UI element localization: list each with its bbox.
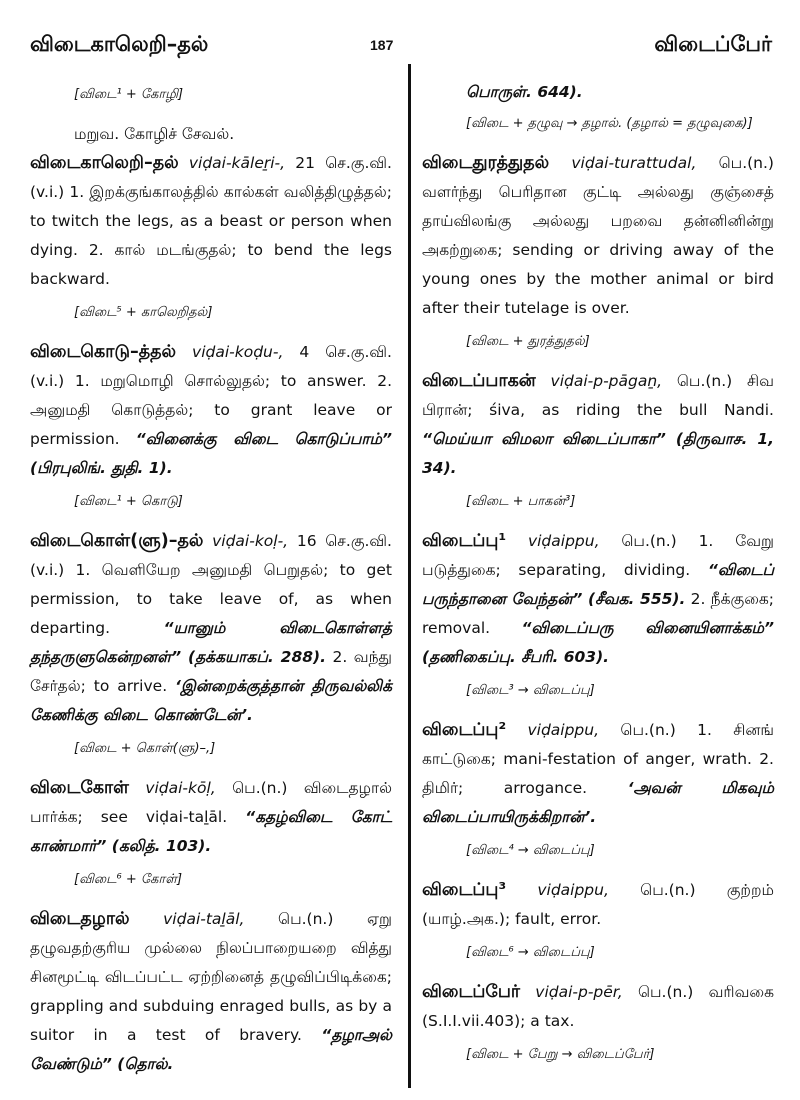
dictionary-entry — [422, 978, 774, 1036]
definition-text: பெ.(n.) 1. சினங் காட்டுகை; mani-festation of anger, wrath. 2. திமிர்; arrogance. — [422, 721, 774, 797]
dictionary-entry — [422, 149, 774, 323]
etymology-note: [விடை⁶ + கோள்] — [74, 872, 183, 887]
citation-quote-2: “விடைப்பரு வினையினாக்கம்” (தணிகைப்பு. சீபரி. 603). — [422, 619, 774, 666]
definition-text: பெ.(n.) சிவ பிரான்; śiva, as riding the bull Nandi. — [422, 372, 774, 419]
etymology-note: [விடை + துரத்துதல்] — [466, 334, 590, 349]
definition-text: 16 செ.கு.வி. (v.i.) 1. வெளியேற அனுமதி பெறுதல்; to get permission, to take leave of, as when departing. — [30, 532, 392, 637]
dictionary-entry — [30, 149, 392, 294]
headword: விடைதுரத்துதல் — [422, 153, 550, 173]
continuation-text-span: மறுவ. கோழிச் சேவல். — [74, 125, 235, 143]
transliteration: viḍaippu, — [527, 721, 600, 739]
headword: விடைதழால் — [30, 909, 130, 929]
header-right-guide-word: விடைப்பேர் — [654, 32, 772, 56]
definition-text: பெ.(n.) வரிவகை (S.I.I.vii.403); a tax. — [422, 983, 774, 1030]
definition-text: பெ.(n.) ஏறு தழுவதற்குரிய முல்லை நிலப்பாறையறை வித்து சினமூட்டி விடப்பட்ட ஏற்றினைத் தழுவிப்பிடிக்கை; grappling and subduing enraged bulls, as by a suitor in a test of bravery. — [30, 910, 392, 1044]
transliteration: viḍai-kāleṟi-, — [188, 154, 286, 172]
citation-quote: “வினைக்கு விடை கொடுப்பாம்” (பிரபுலிங். துதி. 1). — [30, 430, 392, 477]
etymology-note: [விடை¹ + கொடு] — [74, 494, 183, 509]
definition-text-2: 2. வந்து சேர்தல்; to arrive. — [30, 648, 392, 695]
headword: விடைகொள்(ளு)–தல் — [30, 531, 204, 551]
headword: விடைப்பு¹ — [422, 531, 507, 551]
transliteration: viḍai-kōḷ, — [145, 779, 216, 797]
etymology-note: [விடை + பேறு → விடைப்பேர்] — [466, 1047, 655, 1062]
continuation-text — [422, 78, 774, 107]
dictionary-entry — [422, 716, 774, 832]
transliteration: viḍai-koḷ-, — [212, 532, 289, 550]
etymology-note: [விடை¹ + கோழி] — [74, 87, 184, 102]
definition-text: பெ.(n.) 1. வேறு படுத்துகை; separating, dividing. — [422, 532, 774, 579]
continuation-text-span: பொருள். 644). — [466, 83, 583, 101]
dictionary-entry — [30, 338, 392, 483]
right-column — [422, 78, 774, 1080]
citation-quote: “தழாஅல் வேண்டும்” (தொல். — [30, 1026, 392, 1073]
transliteration: viḍai-turattudal, — [571, 154, 697, 172]
transliteration: viḍaippu, — [537, 881, 609, 899]
headword: விடைப்பாகன் — [422, 371, 536, 391]
definition-text: பெ.(n.) விடைதழால் பார்க்க; see viḍai-taḻāl. — [30, 779, 392, 826]
transliteration: viḍai-p-pāgaṉ, — [550, 372, 663, 390]
dictionary-entry — [422, 876, 774, 934]
transliteration: viḍai-taḻāl, — [163, 910, 245, 928]
dictionary-entry — [422, 367, 774, 483]
headword: விடைப்பு² — [422, 720, 507, 740]
continuation-text — [30, 120, 392, 149]
page-number: 187 — [370, 37, 394, 53]
transliteration: viḍai-p-pēr, — [535, 983, 623, 1001]
left-column — [30, 78, 392, 1087]
etymology-note: [விடை + பாகன்³] — [466, 494, 576, 509]
citation-quote: “மெய்யா விமலா விடைப்பாகா” (திருவாச. 1, 34). — [422, 430, 774, 477]
dictionary-entry — [30, 527, 392, 730]
headword: விடைப்பு³ — [422, 880, 507, 900]
transliteration: viḍai-koḍu-, — [192, 343, 284, 361]
citation-quote: “கதழ்விடை கோட் காண்மார்” (கலித். 103). — [30, 808, 392, 855]
definition-text: பெ.(n.) குற்றம் (யாழ்.அக.); fault, error. — [422, 881, 774, 928]
citation-quote: ‘அவன் மிகவும் விடைப்பாயிருக்கிறான்’. — [422, 779, 774, 826]
citation-quote: “யானும் விடைகொள்ளத் தந்தருளுகென்றனள்” (தக்கயாகப். 288). — [30, 619, 392, 666]
definition-text: 4 செ.கு.வி. (v.i.) 1. மறுமொழி சொல்லுதல்; to answer. 2. அனுமதி கொடுத்தல்; to grant leave or permission. — [30, 343, 392, 448]
headword: விடைகாலெறி–தல் — [30, 153, 179, 173]
column-divider — [408, 64, 411, 1088]
definition-text: 21 செ.கு.வி. (v.i.) 1. இறக்குங்காலத்தில் கால்கள் வலித்திழுத்தல்; to twitch the legs, as a beast or person when dying. 2. கால் மடங்குதல்; to bend the legs backward. — [30, 154, 392, 288]
headword: விடைகோள் — [30, 778, 129, 798]
definition-text: பெ.(n.) வளர்ந்து பெரிதான குட்டி அல்லது குஞ்சைத் தாய்விலங்கு அல்லது பறவை தன்னினின்று அகற்றுகை; sending or driving away of the young ones by the mother animal or bird after their tutelage is over. — [422, 154, 774, 317]
definition-text-2: 2. நீக்குகை; removal. — [422, 590, 774, 637]
etymology-note: [விடை⁶ → விடைப்பு] — [466, 945, 595, 960]
etymology-note: [விடை + கொள்(ளு)–,] — [74, 741, 216, 756]
headword: விடைகொடு–த்தல் — [30, 342, 177, 362]
transliteration: viḍaippu, — [527, 532, 600, 550]
etymology-note: [விடை⁵ + காலெறிதல்] — [74, 305, 213, 320]
page-header — [0, 0, 800, 60]
etymology-note: [விடை + தழுவு → தழால். (தழால் = தழுவுகை)] — [466, 116, 753, 131]
citation-quote: “விடைப் பருந்தானை வேந்தன்” (சீவக. 555). — [422, 561, 774, 608]
dictionary-entry — [30, 905, 392, 1079]
dictionary-entry — [30, 774, 392, 861]
headword: விடைப்பேர் — [422, 982, 521, 1002]
etymology-note: [விடை⁴ → விடைப்பு] — [466, 843, 595, 858]
etymology-note: [விடை³ → விடைப்பு] — [466, 683, 595, 698]
citation-quote-2: ‘இன்றைக்குத்தான் திருவல்லிக் கேணிக்கு விடை கொண்டேன்’. — [30, 677, 393, 724]
dictionary-entry — [422, 527, 774, 672]
header-left-guide-word: விடைகாலெறி–தல் — [30, 32, 209, 56]
